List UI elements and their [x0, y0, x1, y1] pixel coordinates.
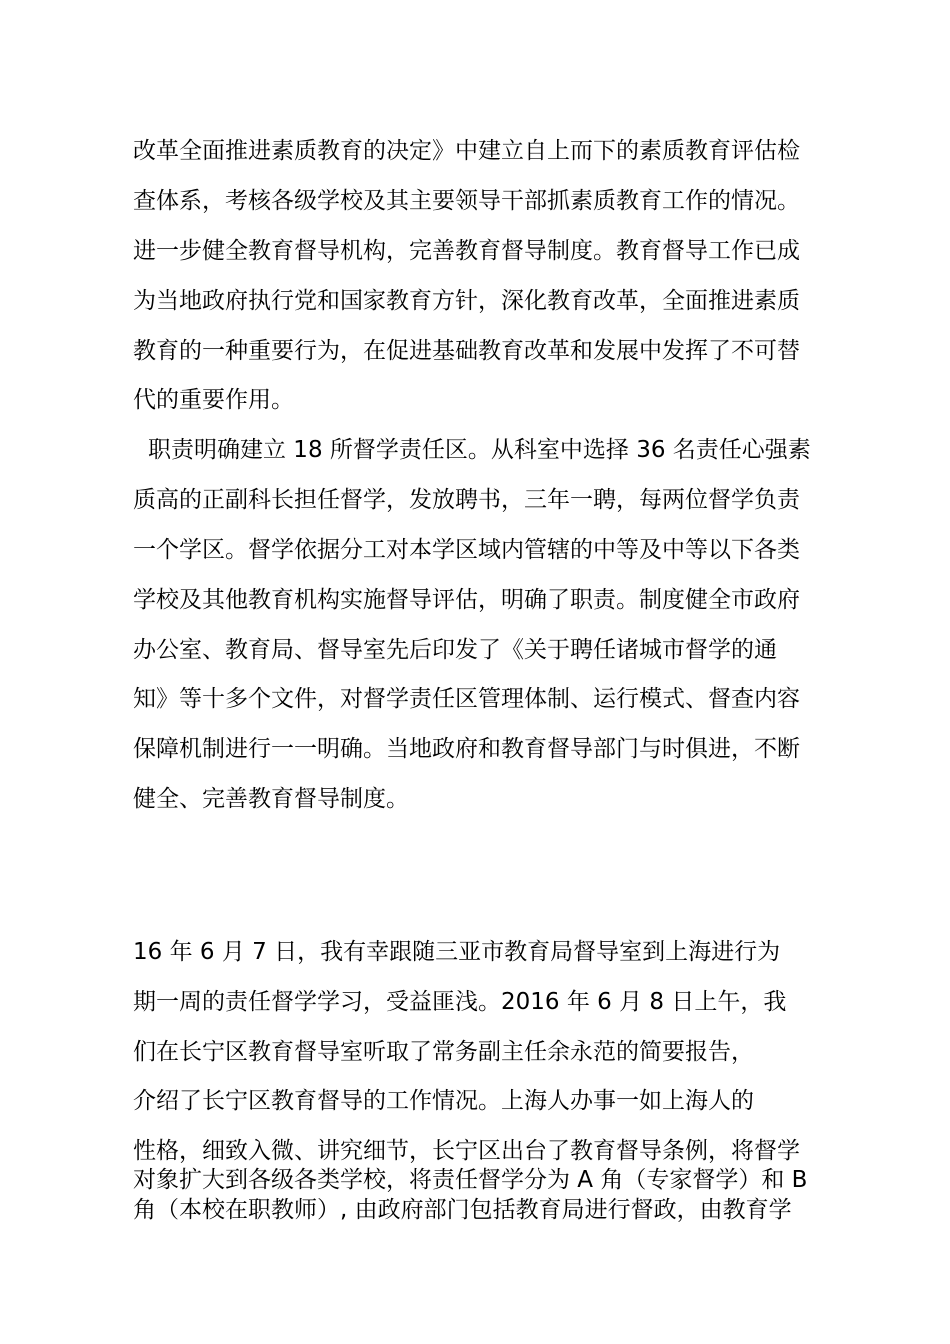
paragraph-3-line-1: 16 年 6 月 7 日，我有幸跟随三亚市教育局督导室到上海进行为 — [133, 939, 781, 965]
paragraph-1-line-6: 代的重要作用。 — [133, 387, 294, 413]
paragraph-2-line-6: 知》等十多个文件，对督学责任区管理体制、运行模式、督查内容 — [133, 686, 800, 712]
paragraph-1-line-3: 进一步健全教育督导机构，完善教育督导制度。教育督导工作已成 — [133, 238, 800, 264]
paragraph-1-line-1: 改革全面推进素质教育的决定》中建立自上而下的素质教育评估检 — [133, 138, 800, 164]
paragraph-3-line-6: 对象扩大到各级各类学校，将责任督学分为 A 角（专家督学）和 B — [133, 1167, 808, 1193]
paragraph-1-line-4: 为当地政府执行党和国家教育方针，深化教育改革，全面推进素质 — [133, 288, 800, 314]
paragraph-2-line-4: 学校及其他教育机构实施督导评估，明确了职责。制度健全市政府 — [133, 587, 800, 613]
paragraph-2-line-5: 办公室、教育局、督导室先后印发了《关于聘任诸城市督学的通 — [133, 637, 777, 663]
paragraph-3-line-7: 角（本校在职教师）, 由政府部门包括教育局进行督政，由教育学 — [133, 1197, 792, 1223]
paragraph-2-line-3: 一个学区。督学依据分工对本学区域内管辖的中等及中等以下各类 — [133, 537, 800, 563]
paragraph-3-line-5: 性格，细致入微、讲究细节，长宁区出台了教育督导条例，将督学 — [133, 1138, 800, 1164]
paragraph-2-line-8: 健全、完善教育督导制度。 — [133, 786, 409, 812]
paragraph-2-line-2: 质高的正副科长担任督学，发放聘书，三年一聘，每两位督学负责 — [133, 487, 800, 513]
paragraph-2-line-1: 职责明确建立 18 所督学责任区。从科室中选择 36 名责任心强素 — [148, 437, 811, 463]
paragraph-3-line-4: 介绍了长宁区教育督导的工作情况。上海人办事一如上海人的 — [133, 1088, 754, 1114]
paragraph-3-line-2: 期一周的责任督学学习，受益匪浅。2016 年 6 月 8 日上午，我 — [133, 989, 787, 1015]
paragraph-2-line-7: 保障机制进行一一明确。当地政府和教育督导部门与时俱进，不断 — [133, 736, 800, 762]
paragraph-3-line-3: 们在长宁区教育督导室听取了常务副主任余永范的简要报告， — [133, 1039, 754, 1065]
paragraph-1-line-2: 查体系，考核各级学校及其主要领导干部抓素质教育工作的情况。 — [133, 188, 800, 214]
paragraph-1-line-5: 教育的一种重要行为，在促进基础教育改革和发展中发挥了不可替 — [133, 338, 800, 364]
